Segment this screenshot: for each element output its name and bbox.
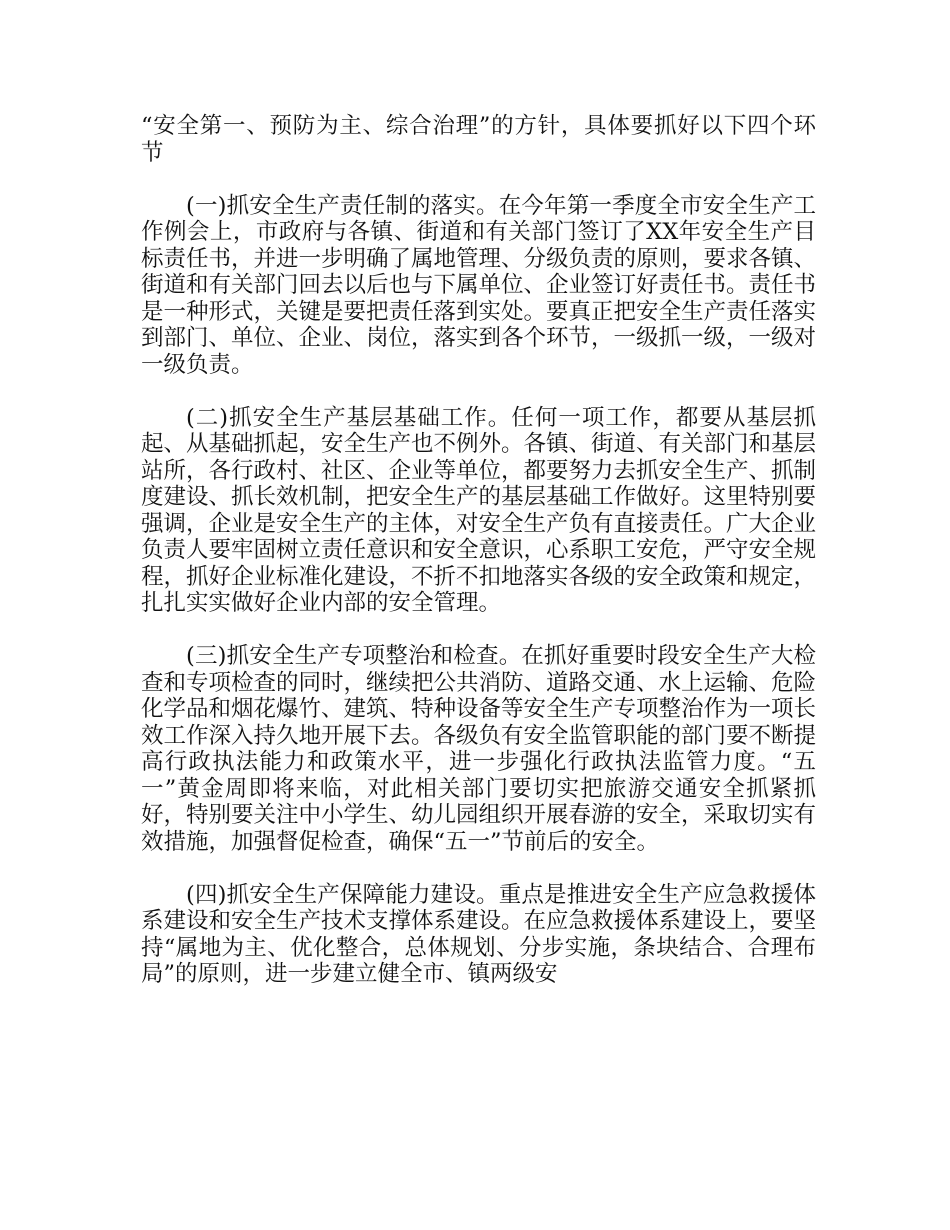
document-page [141, 113, 816, 1014]
paragraph-responsibility-system: (一)抓安全生产责任制的落实。在今年第一季度全市安全生产工作例会上，市政府与各镇、街道和有关部门签订了XX年安全生产目标责任书，并进一步明确了属地管理、分级负责的原则，要求各镇、街道和有关部门回去以后也与下属单位、企业签订好责任书。责任书是一种形式，关键是要把责任落到实处。要真正把安全生产责任落实到部门、单位、企业、岗位，落实到各个环节，一级抓一级，一级对一级负责。 [141, 192, 817, 378]
intro-paragraph: “安全第一、预防为主、综合治理”的方针，具体要抓好以下四个环节 [141, 113, 816, 166]
paragraph-grassroots-work: (二)抓安全生产基层基础工作。任何一项工作，都要从基层抓起、从基础抓起，安全生产也不例外。各镇、街道、有关部门和基层站所，各行政村、社区、企业等单位，都要努力去抓安全生产、抓制度建设、抓长效机制，把安全生产的基层基础工作做好。这里特别要强调，企业是安全生产的主体，对安全生产负有直接责任。广大企业负责人要牢固树立责任意识和安全意识，心系职工安危，严守安全规程，抓好企业标准化建设，不折不扣地落实各级的安全政策和规定，扎扎实实做好企业内部的安全管理。 [141, 404, 817, 616]
paragraph-special-rectification: (三)抓安全生产专项整治和检查。在抓好重要时段安全生产大检查和专项检查的同时，继续把公共消防、道路交通、水上运输、危险化学品和烟花爆竹、建筑、特种设备等安全生产专项整治作为一项长效工作深入持久地开展下去。各级负有安全监管职能的部门要不断提高行政执法能力和政策水平，进一步强化行政执法监管力度。“五一”黄金周即将来临，对此相关部门要切实把旅游交通安全抓紧抓好，特别要关注中小学生、幼儿园组织开展春游的安全，采取切实有效措施，加强督促检查，确保“五一”节前后的安全。 [141, 643, 817, 855]
paragraph-support-capacity: (四)抓安全生产保障能力建设。重点是推进安全生产应急救援体系建设和安全生产技术支撑体系建设。在应急救援体系建设上，要坚持“属地为主、优化整合，总体规划、分步实施，条块结合、合理布局”的原则，进一步建立健全市、镇两级安 [141, 881, 817, 987]
